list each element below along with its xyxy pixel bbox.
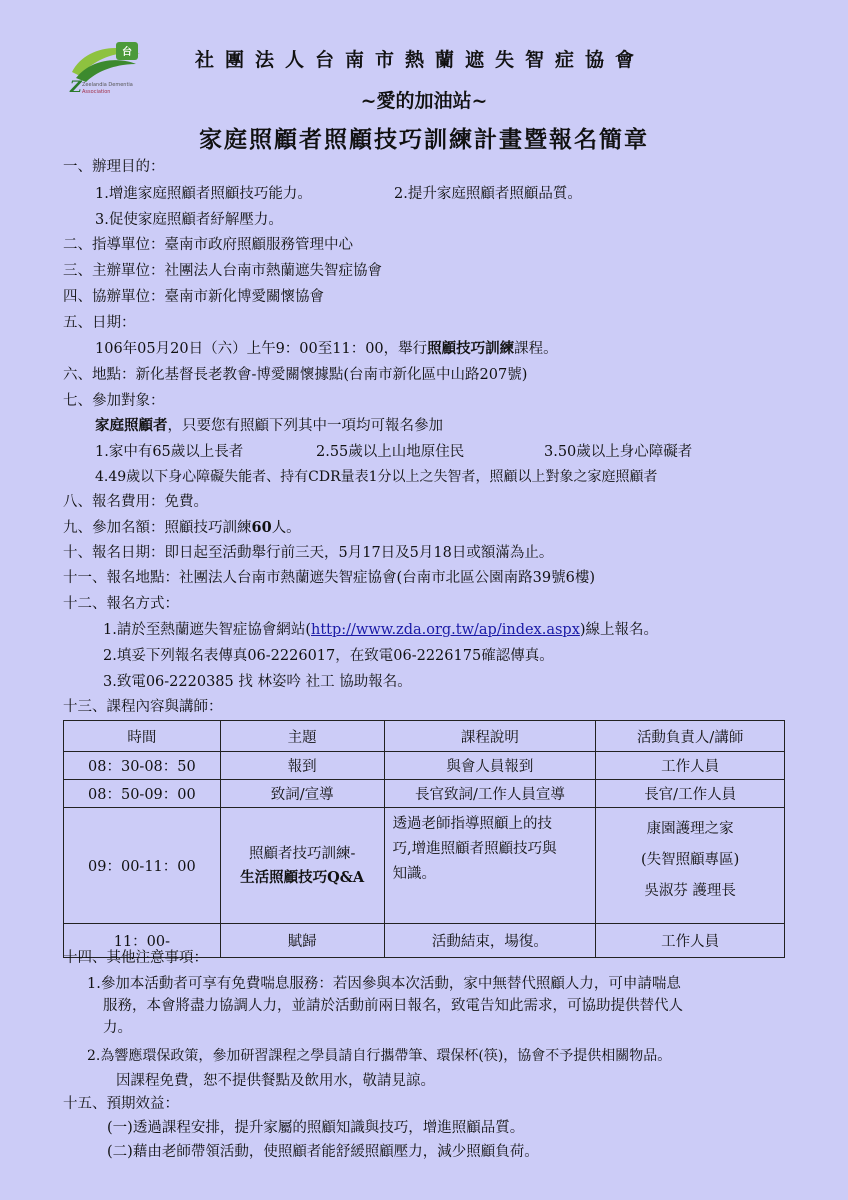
participants-intro: 家庭照顧者，只要您有照顧下列其中一項均可報名參加 <box>95 417 443 434</box>
topic-line: 照顧者技巧訓練- <box>248 845 356 862</box>
table-cell: 報到 <box>220 752 384 780</box>
column-header: 活動負責人/講師 <box>596 721 785 752</box>
purpose-item-1: 1.增進家庭照顧者照顧技巧能力。 <box>95 186 312 202</box>
participants-item-3: 3.50歲以上身心障礙者 <box>544 444 693 460</box>
table-cell: 09：00-11：00 <box>64 808 221 924</box>
topic-line: 生活照顧技巧Q&A <box>240 868 365 886</box>
registration-method-2: 2.填妥下列報名表傳真06-2226017，在致電06-2226175確認傳真。 <box>103 648 554 664</box>
table-cell: 08：30-08：50 <box>64 752 221 780</box>
subtitle: ~愛的加油站~ <box>360 90 488 112</box>
table-cell: 與會人員報到 <box>384 752 596 780</box>
svg-text:台: 台 <box>122 47 132 58</box>
table-cell <box>596 808 785 924</box>
table-cell: 08：50-09：00 <box>64 780 221 808</box>
column-header: 主題 <box>220 721 384 752</box>
table-cell: 活動結束，場復。 <box>384 924 596 958</box>
section-benefits-heading: 十五、預期效益： <box>63 1096 179 1112</box>
benefits-item-1: (一)透過課程安排，提升家屬的照顧知識與技巧，增進照顧品質。 <box>107 1120 525 1136</box>
table-row <box>64 780 785 808</box>
schedule-table <box>63 720 785 958</box>
description-line: 透過老師指導照顧上的技 <box>392 816 553 832</box>
registration-website-link[interactable]: http://www.zda.org.tw/ap/index.aspx <box>311 622 580 638</box>
section-supervisor: 二、指導單位：臺南市政府照顧服務管理中心 <box>63 237 353 253</box>
svg-text:Zeelandia Dementia: Zeelandia Dementia <box>82 82 133 88</box>
notes-item-1-line-2: 服務，本會將盡力協調人力，並請於活動前兩日報名，致電告知此需求，可協助提供替代人 <box>103 998 683 1014</box>
description-line: 巧,增進照顧者照顧技巧與 <box>392 841 557 857</box>
table-cell <box>220 808 384 924</box>
section-course-heading: 十三、課程內容與講師： <box>63 699 223 715</box>
section-registration-date: 十、報名日期：即日起至活動舉行前三天，5月17日及5月18日或額滿為止。 <box>63 545 554 561</box>
column-header: 課程說明 <box>384 721 596 752</box>
table-cell: 11：00- <box>64 924 221 958</box>
table-cell: 賦歸 <box>220 924 384 958</box>
section-participants-heading: 七、參加對象： <box>63 393 165 409</box>
table-cell: 致詞/宣導 <box>220 780 384 808</box>
section-date-heading: 五、日期： <box>63 315 136 331</box>
section-fee: 八、報名費用：免費。 <box>63 494 208 510</box>
participants-item-4: 4.49歲以下身心障礙失能者、持有CDR量表1分以上之失智者，照顧以上對象之家庭照顧者 <box>95 469 658 485</box>
section-organizer: 三、主辦單位：社團法人台南市熱蘭遮失智症協會 <box>63 263 382 279</box>
notes-item-2-line-2: 因課程免費，恕不提供餐點及飲用水，敬請見諒。 <box>116 1073 435 1089</box>
participants-item-2: 2.55歲以上山地原住民 <box>316 444 465 460</box>
table-cell: 長官/工作人員 <box>596 780 785 808</box>
purpose-item-2: 2.提升家庭照顧者照顧品質。 <box>394 186 582 202</box>
section-registration-place: 十一、報名地點：社團法人台南市熱蘭遮失智症協會(台南市北區公園南路39號6樓) <box>63 570 595 586</box>
table-cell <box>384 808 596 924</box>
section-notes-heading: 十四、其他注意事項： <box>63 950 208 966</box>
lecturer-line: (失智照顧專區) <box>640 852 740 868</box>
participants-item-1: 1.家中有65歲以上長者 <box>95 444 244 460</box>
column-header: 時間 <box>64 721 221 752</box>
svg-text:Z: Z <box>70 77 82 96</box>
document-title: 家庭照顧者照顧技巧訓練計畫暨報名簡章 <box>199 126 649 153</box>
notes-item-2-line-1: 2.為響應環保政策，參加研習課程之學員請自行攜帶筆、環保杯(筷)，協會不予提供相關物品。 <box>87 1048 672 1064</box>
table-cell: 工作人員 <box>596 924 785 958</box>
registration-method-1: 1.請於至熱蘭遮失智症協會網站(http://www.zda.org.tw/ap/index.aspx)線上報名。 <box>103 622 659 638</box>
table-cell: 工作人員 <box>596 752 785 780</box>
section-purpose-heading: 一、辦理目的： <box>63 159 165 175</box>
svg-text:Association: Association <box>82 89 111 95</box>
table-cell: 長官致詞/工作人員宣導 <box>384 780 596 808</box>
registration-method-3: 3.致電06-2220385 找 林姿吟 社工 協助報名。 <box>103 674 412 690</box>
purpose-item-3: 3.促使家庭照顧者紓解壓力。 <box>95 212 283 228</box>
table-row <box>64 752 785 780</box>
table-row <box>64 808 785 924</box>
lecturer-line: 吳淑芬 護理長 <box>644 883 736 899</box>
section-quota: 九、參加名額：照顧技巧訓練60人。 <box>63 519 301 536</box>
notes-item-1-line-3: 力。 <box>103 1020 132 1036</box>
section-location: 六、地點：新化基督長老教會-博愛關懷據點(台南市新化區中山路207號) <box>63 367 528 383</box>
organization-name: 社團法人台南市熱蘭遮失智症協會 <box>194 49 645 71</box>
table-header-row <box>64 721 785 752</box>
benefits-item-2: (二)藉由老師帶領活動，使照顧者能舒緩照顧壓力，減少照顧負荷。 <box>107 1144 539 1160</box>
lecturer-line: 康園護理之家 <box>646 821 734 837</box>
date-detail: 106年05月20日（六）上午9：00至11：00，舉行照顧技巧訓練課程。 <box>95 340 558 357</box>
description-line: 知識。 <box>392 866 437 882</box>
section-registration-method-heading: 十二、報名方式： <box>63 596 179 612</box>
notes-item-1-line-1: 1.參加本活動者可享有免費喘息服務：若因參與本次活動，家中無替代照顧人力，可申請喘息 <box>87 976 681 992</box>
section-co-organizer: 四、協辦單位：臺南市新化博愛關懷協會 <box>63 289 324 305</box>
